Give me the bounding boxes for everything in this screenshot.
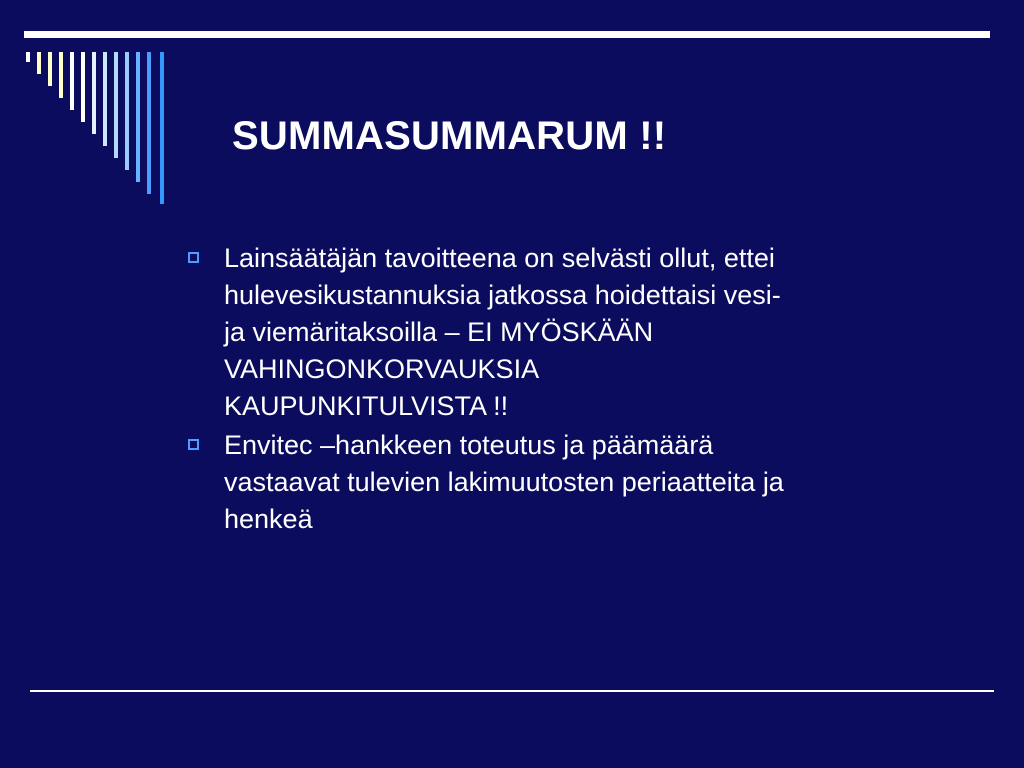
top-border-bar [24,31,990,38]
decorative-stripe [125,52,129,170]
decorative-stripe [160,52,164,204]
decorative-stripe [26,52,30,62]
decorative-stripe [48,52,52,86]
decorative-stripe [147,52,151,194]
decorative-stripe [81,52,85,122]
decorative-stripe [114,52,118,158]
decorative-stripe [70,52,74,110]
decorative-stripe [103,52,107,146]
bullet-text: Lainsäätäjän tavoitteena on selvästi ollut, ettei hulevesikustannuksia jatkossa hoidettaisi vesi- ja viemäritaksoilla – EI MYÖSKÄÄN VAHINGONKORVAUKSIA KAUPUNKITULVISTA !! [224,243,781,421]
bullet-item [186,427,946,538]
bullet-text: Envitec –hankkeen toteutus ja päämäärä vastaavat tulevien lakimuutosten periaatteita ja henkeä [224,430,784,534]
decorative-stripe [37,52,41,74]
decorative-stripe [92,52,96,134]
hollow-square-bullet-icon [188,252,199,263]
bullet-list [186,240,946,540]
decorative-stripe [136,52,140,182]
decorative-stripe [59,52,63,98]
slide-title: SUMMASUMMARUM !! [232,114,667,158]
hollow-square-bullet-icon [188,439,199,450]
bottom-divider [30,690,994,692]
bullet-item [186,240,946,425]
